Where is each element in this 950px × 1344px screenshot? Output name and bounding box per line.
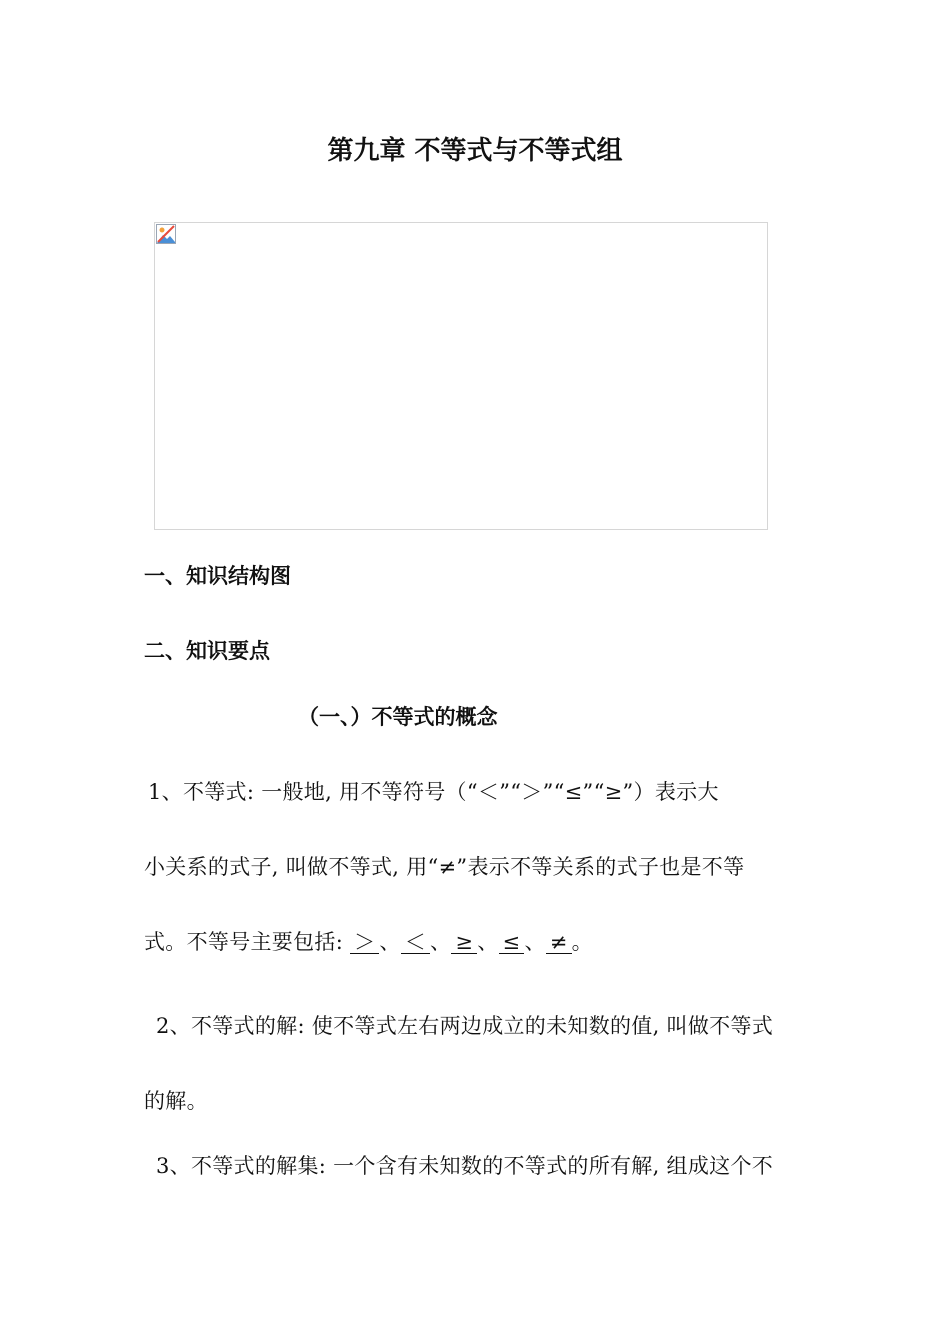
section-knowledge-structure: 一、知识结构图 [144, 564, 291, 588]
symbol-less-equal: ≤ [499, 931, 525, 954]
paragraph-1-line-2: 小关系的式子, 叫做不等式, 用“≠”表示不等关系的式子也是不等 [144, 855, 745, 879]
symbol-not-equal: ≠ [546, 931, 572, 954]
symbol-less: ＜ [401, 931, 430, 954]
knowledge-diagram-image [154, 222, 768, 530]
symbols-intro: 式。不等号主要包括: [144, 930, 344, 954]
period: 。 [571, 930, 593, 954]
symbol-greater-equal: ≥ [451, 931, 477, 954]
broken-image-icon [156, 224, 176, 244]
separator: 、 [379, 930, 401, 954]
separator: 、 [477, 930, 499, 954]
paragraph-2-line-1: 2、不等式的解: 使不等式左右两边成立的未知数的值, 叫做不等式 [156, 1014, 774, 1038]
paragraph-1-line-1: 1、不等式: 一般地, 用不等符号（“＜”“＞”“≤”“≥”）表示大 [148, 780, 719, 804]
paragraph-1-line-3 [144, 926, 593, 956]
subsection-inequality-concept: （一、）不等式的概念 [298, 705, 498, 729]
paragraph-2-line-2: 的解。 [144, 1089, 208, 1113]
separator: 、 [524, 930, 546, 954]
chapter-title: 第九章 不等式与不等式组 [327, 136, 623, 166]
separator: 、 [430, 930, 452, 954]
symbol-greater: ＞ [350, 931, 379, 954]
paragraph-3-line-1: 3、不等式的解集: 一个含有未知数的不等式的所有解, 组成这个不 [156, 1154, 774, 1178]
section-knowledge-points: 二、知识要点 [144, 639, 270, 663]
